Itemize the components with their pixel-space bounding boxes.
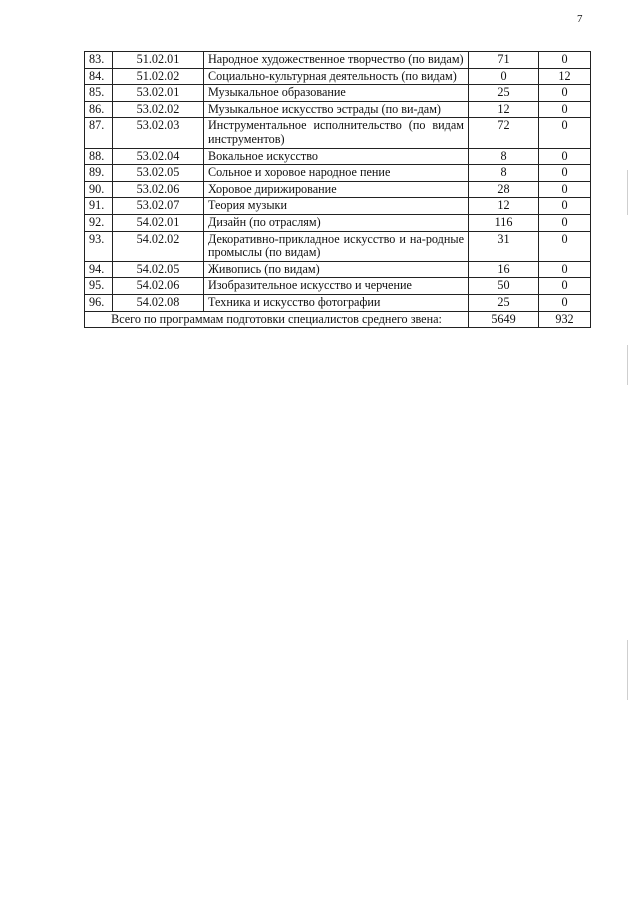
row-number: 91. (85, 198, 113, 215)
row-number: 95. (85, 278, 113, 295)
table-row (85, 231, 591, 261)
table-row (85, 181, 591, 198)
count-paid: 0 (539, 85, 591, 102)
specialty-code: 54.02.02 (113, 231, 204, 261)
count-budget: 71 (469, 52, 539, 69)
row-number: 88. (85, 148, 113, 165)
specialty-code: 51.02.02 (113, 68, 204, 85)
specialty-name: Музыкальное образование (204, 85, 469, 102)
specialty-code: 51.02.01 (113, 52, 204, 69)
row-number: 93. (85, 231, 113, 261)
specialty-code: 54.02.08 (113, 294, 204, 311)
count-budget: 28 (469, 181, 539, 198)
count-paid: 0 (539, 214, 591, 231)
scan-edge-mark (627, 170, 628, 215)
specialty-code: 53.02.04 (113, 148, 204, 165)
count-budget: 8 (469, 165, 539, 182)
table-row (85, 261, 591, 278)
count-budget: 16 (469, 261, 539, 278)
count-paid: 0 (539, 294, 591, 311)
row-number: 90. (85, 181, 113, 198)
row-number: 83. (85, 52, 113, 69)
specialty-code: 54.02.06 (113, 278, 204, 295)
specialty-code: 54.02.01 (113, 214, 204, 231)
row-number: 96. (85, 294, 113, 311)
row-number: 85. (85, 85, 113, 102)
count-budget: 8 (469, 148, 539, 165)
specialties-table (84, 51, 591, 328)
specialty-name: Музыкальное искусство эстрады (по ви-дам) (204, 101, 469, 118)
count-budget: 31 (469, 231, 539, 261)
page-number: 7 (577, 13, 583, 25)
count-paid: 0 (539, 52, 591, 69)
count-budget: 12 (469, 198, 539, 215)
count-paid: 0 (539, 101, 591, 118)
specialty-name: Сольное и хоровое народное пение (204, 165, 469, 182)
table-row (85, 278, 591, 295)
count-paid: 12 (539, 68, 591, 85)
table-body (85, 52, 591, 328)
specialty-name: Дизайн (по отраслям) (204, 214, 469, 231)
table-row (85, 198, 591, 215)
total-row (85, 311, 591, 328)
specialty-code: 54.02.05 (113, 261, 204, 278)
total-paid: 932 (539, 311, 591, 328)
row-number: 94. (85, 261, 113, 278)
count-budget: 116 (469, 214, 539, 231)
specialty-code: 53.02.07 (113, 198, 204, 215)
count-paid: 0 (539, 148, 591, 165)
table-row (85, 52, 591, 69)
specialty-name: Хоровое дирижирование (204, 181, 469, 198)
specialty-code: 53.02.06 (113, 181, 204, 198)
row-number: 84. (85, 68, 113, 85)
count-budget: 25 (469, 85, 539, 102)
table-row (85, 148, 591, 165)
row-number: 86. (85, 101, 113, 118)
specialty-name: Теория музыки (204, 198, 469, 215)
count-budget: 0 (469, 68, 539, 85)
specialty-name: Инструментальное исполнительство (по видам инструментов) (204, 118, 469, 148)
table-row (85, 214, 591, 231)
row-number: 89. (85, 165, 113, 182)
table-row (85, 294, 591, 311)
specialty-name: Декоративно-прикладное искусство и на-родные промыслы (по видам) (204, 231, 469, 261)
specialty-name: Вокальное искусство (204, 148, 469, 165)
specialty-code: 53.02.05 (113, 165, 204, 182)
count-paid: 0 (539, 231, 591, 261)
scan-edge-mark (627, 345, 628, 385)
count-paid: 0 (539, 278, 591, 295)
specialty-name: Социально-культурная деятельность (по видам) (204, 68, 469, 85)
row-number: 92. (85, 214, 113, 231)
count-budget: 25 (469, 294, 539, 311)
count-budget: 12 (469, 101, 539, 118)
specialty-code: 53.02.01 (113, 85, 204, 102)
table-row (85, 85, 591, 102)
specialty-name: Техника и искусство фотографии (204, 294, 469, 311)
count-paid: 0 (539, 118, 591, 148)
count-paid: 0 (539, 165, 591, 182)
count-paid: 0 (539, 181, 591, 198)
table-row (85, 68, 591, 85)
scan-edge-mark (627, 640, 628, 700)
table-row (85, 118, 591, 148)
specialty-name: Изобразительное искусство и черчение (204, 278, 469, 295)
count-budget: 50 (469, 278, 539, 295)
specialty-code: 53.02.02 (113, 101, 204, 118)
row-number: 87. (85, 118, 113, 148)
total-budget: 5649 (469, 311, 539, 328)
specialty-code: 53.02.03 (113, 118, 204, 148)
table-row (85, 165, 591, 182)
count-budget: 72 (469, 118, 539, 148)
table-row (85, 101, 591, 118)
total-label: Всего по программам подготовки специалистов среднего звена: (85, 311, 469, 328)
count-paid: 0 (539, 261, 591, 278)
specialty-name: Народное художественное творчество (по видам) (204, 52, 469, 69)
specialty-name: Живопись (по видам) (204, 261, 469, 278)
count-paid: 0 (539, 198, 591, 215)
